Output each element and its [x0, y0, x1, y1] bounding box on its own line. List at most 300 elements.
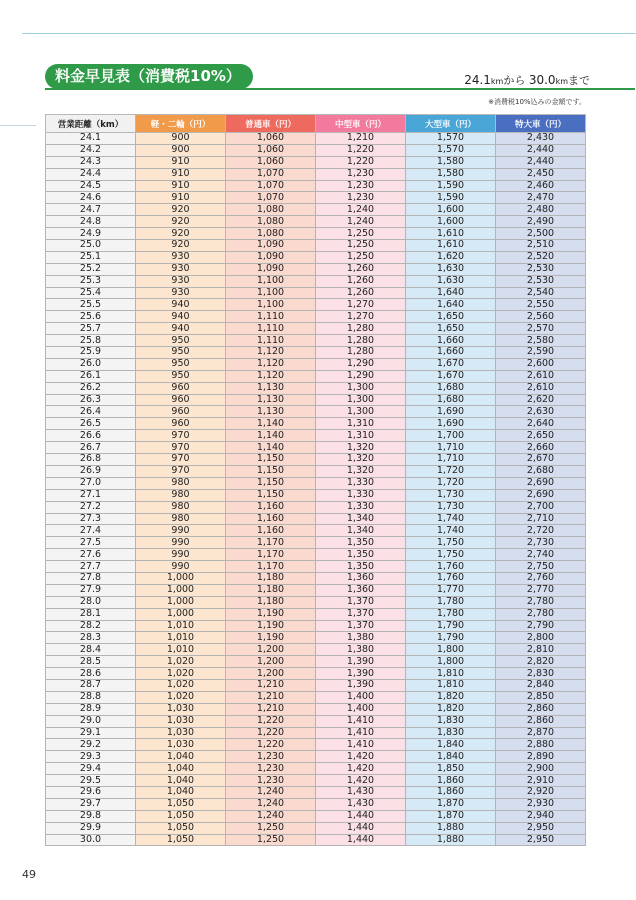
- table-row: [46, 465, 586, 477]
- table-row: [46, 228, 586, 240]
- ogatasha-cell: 1,840: [406, 751, 496, 763]
- chugatasha-cell: 1,430: [316, 786, 406, 798]
- distance-cell: 29.4: [46, 763, 136, 775]
- kei-nirin-cell: 930: [136, 263, 226, 275]
- kei-nirin-cell: 1,030: [136, 703, 226, 715]
- kei-nirin-cell: 940: [136, 311, 226, 323]
- futsusha-cell: 1,240: [226, 810, 316, 822]
- tokudaisha-cell: 2,800: [496, 632, 586, 644]
- futsusha-cell: 1,160: [226, 525, 316, 537]
- kei-nirin-cell: 950: [136, 370, 226, 382]
- futsusha-cell: 1,250: [226, 822, 316, 834]
- table-row: [46, 549, 586, 561]
- kei-nirin-cell: 970: [136, 454, 226, 466]
- kei-nirin-cell: 1,000: [136, 572, 226, 584]
- chugatasha-cell: 1,420: [316, 751, 406, 763]
- distance-cell: 28.6: [46, 668, 136, 680]
- distance-cell: 28.4: [46, 644, 136, 656]
- kei-nirin-cell: 1,000: [136, 584, 226, 596]
- tokudaisha-cell: 2,450: [496, 168, 586, 180]
- tokudaisha-cell: 2,880: [496, 739, 586, 751]
- fare-table: [45, 114, 586, 846]
- futsusha-cell: 1,190: [226, 608, 316, 620]
- table-row: [46, 192, 586, 204]
- tokudaisha-cell: 2,820: [496, 656, 586, 668]
- ogatasha-cell: 1,710: [406, 454, 496, 466]
- tokudaisha-cell: 2,730: [496, 537, 586, 549]
- ogatasha-cell: 1,570: [406, 144, 496, 156]
- kei-nirin-cell: 990: [136, 525, 226, 537]
- ogatasha-cell: 1,590: [406, 192, 496, 204]
- ogatasha-cell: 1,800: [406, 656, 496, 668]
- kei-nirin-cell: 990: [136, 549, 226, 561]
- tokudaisha-cell: 2,470: [496, 192, 586, 204]
- tokudaisha-cell: 2,700: [496, 501, 586, 513]
- chugatasha-cell: 1,440: [316, 822, 406, 834]
- futsusha-cell: 1,140: [226, 418, 316, 430]
- table-row: [46, 240, 586, 252]
- ogatasha-cell: 1,730: [406, 501, 496, 513]
- header-distance: 営業距離（km）: [46, 115, 136, 133]
- chugatasha-cell: 1,320: [316, 442, 406, 454]
- tokudaisha-cell: 2,550: [496, 299, 586, 311]
- distance-cell: 29.2: [46, 739, 136, 751]
- tokudaisha-cell: 2,780: [496, 596, 586, 608]
- table-row: [46, 763, 586, 775]
- chugatasha-cell: 1,320: [316, 465, 406, 477]
- table-row: [46, 501, 586, 513]
- chugatasha-cell: 1,390: [316, 656, 406, 668]
- distance-cell: 27.2: [46, 501, 136, 513]
- ogatasha-cell: 1,690: [406, 418, 496, 430]
- page-number: 49: [22, 868, 36, 881]
- distance-cell: 29.5: [46, 775, 136, 787]
- ogatasha-cell: 1,670: [406, 370, 496, 382]
- kei-nirin-cell: 1,020: [136, 691, 226, 703]
- fare-table-header: [46, 115, 586, 133]
- distance-cell: 28.0: [46, 596, 136, 608]
- futsusha-cell: 1,220: [226, 715, 316, 727]
- ogatasha-cell: 1,880: [406, 822, 496, 834]
- futsusha-cell: 1,140: [226, 430, 316, 442]
- table-row: [46, 751, 586, 763]
- kei-nirin-cell: 960: [136, 418, 226, 430]
- ogatasha-cell: 1,580: [406, 156, 496, 168]
- ogatasha-cell: 1,590: [406, 180, 496, 192]
- distance-cell: 29.7: [46, 798, 136, 810]
- chugatasha-cell: 1,230: [316, 168, 406, 180]
- tokudaisha-cell: 2,950: [496, 834, 586, 846]
- futsusha-cell: 1,150: [226, 454, 316, 466]
- chugatasha-cell: 1,280: [316, 323, 406, 335]
- side-margin-line: [0, 125, 36, 126]
- distance-cell: 28.1: [46, 608, 136, 620]
- kei-nirin-cell: 1,050: [136, 834, 226, 846]
- chugatasha-cell: 1,300: [316, 382, 406, 394]
- tokudaisha-cell: 2,690: [496, 489, 586, 501]
- futsusha-cell: 1,070: [226, 180, 316, 192]
- table-row: [46, 299, 586, 311]
- distance-cell: 26.6: [46, 430, 136, 442]
- table-row: [46, 216, 586, 228]
- chugatasha-cell: 1,230: [316, 192, 406, 204]
- tokudaisha-cell: 2,760: [496, 572, 586, 584]
- kei-nirin-cell: 980: [136, 513, 226, 525]
- ogatasha-cell: 1,790: [406, 632, 496, 644]
- kei-nirin-cell: 980: [136, 477, 226, 489]
- chugatasha-cell: 1,430: [316, 798, 406, 810]
- ogatasha-cell: 1,860: [406, 775, 496, 787]
- ogatasha-cell: 1,880: [406, 834, 496, 846]
- distance-cell: 28.2: [46, 620, 136, 632]
- chugatasha-cell: 1,340: [316, 513, 406, 525]
- ogatasha-cell: 1,640: [406, 299, 496, 311]
- futsusha-cell: 1,060: [226, 133, 316, 145]
- distance-cell: 25.5: [46, 299, 136, 311]
- ogatasha-cell: 1,700: [406, 430, 496, 442]
- chugatasha-cell: 1,250: [316, 240, 406, 252]
- tokudaisha-cell: 2,940: [496, 810, 586, 822]
- chugatasha-cell: 1,240: [316, 204, 406, 216]
- chugatasha-cell: 1,370: [316, 596, 406, 608]
- tokudaisha-cell: 2,500: [496, 228, 586, 240]
- distance-cell: 25.3: [46, 275, 136, 287]
- range-suffix: まで: [568, 74, 590, 87]
- kei-nirin-cell: 920: [136, 240, 226, 252]
- table-row: [46, 418, 586, 430]
- range-to-unit: km: [555, 77, 568, 86]
- futsusha-cell: 1,230: [226, 751, 316, 763]
- ogatasha-cell: 1,850: [406, 763, 496, 775]
- ogatasha-cell: 1,730: [406, 489, 496, 501]
- table-row: [46, 370, 586, 382]
- ogatasha-cell: 1,630: [406, 263, 496, 275]
- tokudaisha-cell: 2,710: [496, 513, 586, 525]
- kei-nirin-cell: 1,030: [136, 715, 226, 727]
- tokudaisha-cell: 2,810: [496, 644, 586, 656]
- distance-cell: 27.8: [46, 572, 136, 584]
- chugatasha-cell: 1,280: [316, 347, 406, 359]
- kei-nirin-cell: 930: [136, 275, 226, 287]
- tokudaisha-cell: 2,580: [496, 335, 586, 347]
- chugatasha-cell: 1,410: [316, 739, 406, 751]
- header-row: [46, 115, 586, 133]
- tokudaisha-cell: 2,480: [496, 204, 586, 216]
- futsusha-cell: 1,110: [226, 311, 316, 323]
- futsusha-cell: 1,090: [226, 263, 316, 275]
- table-row: [46, 406, 586, 418]
- chugatasha-cell: 1,260: [316, 275, 406, 287]
- kei-nirin-cell: 920: [136, 228, 226, 240]
- ogatasha-cell: 1,610: [406, 228, 496, 240]
- distance-cell: 24.8: [46, 216, 136, 228]
- table-row: [46, 739, 586, 751]
- kei-nirin-cell: 960: [136, 394, 226, 406]
- ogatasha-cell: 1,670: [406, 358, 496, 370]
- tokudaisha-cell: 2,890: [496, 751, 586, 763]
- ogatasha-cell: 1,690: [406, 406, 496, 418]
- tokudaisha-cell: 2,690: [496, 477, 586, 489]
- futsusha-cell: 1,100: [226, 299, 316, 311]
- top-divider-line: [22, 33, 636, 34]
- kei-nirin-cell: 960: [136, 382, 226, 394]
- tokudaisha-cell: 2,850: [496, 691, 586, 703]
- table-row: [46, 596, 586, 608]
- ogatasha-cell: 1,680: [406, 382, 496, 394]
- tokudaisha-cell: 2,620: [496, 394, 586, 406]
- futsusha-cell: 1,230: [226, 775, 316, 787]
- distance-cell: 28.8: [46, 691, 136, 703]
- table-row: [46, 632, 586, 644]
- table-row: [46, 834, 586, 846]
- ogatasha-cell: 1,810: [406, 668, 496, 680]
- table-row: [46, 358, 586, 370]
- ogatasha-cell: 1,580: [406, 168, 496, 180]
- kei-nirin-cell: 990: [136, 537, 226, 549]
- tokudaisha-cell: 2,490: [496, 216, 586, 228]
- ogatasha-cell: 1,780: [406, 596, 496, 608]
- chugatasha-cell: 1,270: [316, 299, 406, 311]
- table-row: [46, 537, 586, 549]
- tokudaisha-cell: 2,560: [496, 311, 586, 323]
- chugatasha-cell: 1,360: [316, 584, 406, 596]
- kei-nirin-cell: 1,040: [136, 775, 226, 787]
- ogatasha-cell: 1,760: [406, 561, 496, 573]
- table-row: [46, 442, 586, 454]
- kei-nirin-cell: 1,010: [136, 632, 226, 644]
- futsusha-cell: 1,200: [226, 656, 316, 668]
- table-row: [46, 715, 586, 727]
- distance-cell: 27.7: [46, 561, 136, 573]
- futsusha-cell: 1,210: [226, 703, 316, 715]
- header-tokudaisha: 特大車（円）: [496, 115, 586, 133]
- chugatasha-cell: 1,260: [316, 263, 406, 275]
- distance-cell: 24.5: [46, 180, 136, 192]
- table-row: [46, 561, 586, 573]
- futsusha-cell: 1,100: [226, 287, 316, 299]
- tokudaisha-cell: 2,610: [496, 382, 586, 394]
- chugatasha-cell: 1,250: [316, 251, 406, 263]
- chugatasha-cell: 1,440: [316, 834, 406, 846]
- distance-cell: 26.9: [46, 465, 136, 477]
- tokudaisha-cell: 2,860: [496, 703, 586, 715]
- futsusha-cell: 1,170: [226, 549, 316, 561]
- futsusha-cell: 1,080: [226, 204, 316, 216]
- tokudaisha-cell: 2,650: [496, 430, 586, 442]
- futsusha-cell: 1,090: [226, 240, 316, 252]
- ogatasha-cell: 1,780: [406, 608, 496, 620]
- chugatasha-cell: 1,340: [316, 525, 406, 537]
- ogatasha-cell: 1,600: [406, 204, 496, 216]
- ogatasha-cell: 1,720: [406, 465, 496, 477]
- table-row: [46, 287, 586, 299]
- kei-nirin-cell: 900: [136, 144, 226, 156]
- kei-nirin-cell: 1,050: [136, 798, 226, 810]
- tokudaisha-cell: 2,950: [496, 822, 586, 834]
- tokudaisha-cell: 2,660: [496, 442, 586, 454]
- tokudaisha-cell: 2,920: [496, 786, 586, 798]
- futsusha-cell: 1,170: [226, 537, 316, 549]
- futsusha-cell: 1,150: [226, 477, 316, 489]
- tokudaisha-cell: 2,780: [496, 608, 586, 620]
- tokudaisha-cell: 2,670: [496, 454, 586, 466]
- kei-nirin-cell: 940: [136, 323, 226, 335]
- distance-cell: 25.4: [46, 287, 136, 299]
- table-row: [46, 810, 586, 822]
- distance-cell: 29.9: [46, 822, 136, 834]
- chugatasha-cell: 1,220: [316, 156, 406, 168]
- tokudaisha-cell: 2,570: [496, 323, 586, 335]
- kei-nirin-cell: 940: [136, 299, 226, 311]
- kei-nirin-cell: 1,050: [136, 810, 226, 822]
- tokudaisha-cell: 2,530: [496, 275, 586, 287]
- kei-nirin-cell: 950: [136, 335, 226, 347]
- chugatasha-cell: 1,310: [316, 418, 406, 430]
- chugatasha-cell: 1,320: [316, 454, 406, 466]
- distance-cell: 26.7: [46, 442, 136, 454]
- chugatasha-cell: 1,440: [316, 810, 406, 822]
- table-row: [46, 691, 586, 703]
- distance-cell: 29.6: [46, 786, 136, 798]
- chugatasha-cell: 1,330: [316, 501, 406, 513]
- chugatasha-cell: 1,290: [316, 358, 406, 370]
- distance-cell: 27.3: [46, 513, 136, 525]
- distance-range: [464, 72, 590, 88]
- futsusha-cell: 1,180: [226, 596, 316, 608]
- distance-cell: 25.8: [46, 335, 136, 347]
- futsusha-cell: 1,060: [226, 156, 316, 168]
- tokudaisha-cell: 2,440: [496, 144, 586, 156]
- kei-nirin-cell: 1,010: [136, 620, 226, 632]
- table-row: [46, 608, 586, 620]
- kei-nirin-cell: 1,040: [136, 751, 226, 763]
- kei-nirin-cell: 970: [136, 465, 226, 477]
- futsusha-cell: 1,160: [226, 513, 316, 525]
- table-row: [46, 311, 586, 323]
- tokudaisha-cell: 2,590: [496, 347, 586, 359]
- tokudaisha-cell: 2,740: [496, 549, 586, 561]
- table-row: [46, 644, 586, 656]
- tokudaisha-cell: 2,930: [496, 798, 586, 810]
- tokudaisha-cell: 2,640: [496, 418, 586, 430]
- table-row: [46, 656, 586, 668]
- ogatasha-cell: 1,820: [406, 703, 496, 715]
- page-title: 料金早見表（消費税10%）: [45, 64, 253, 89]
- ogatasha-cell: 1,630: [406, 275, 496, 287]
- header-ogatasha: 大型車（円）: [406, 115, 496, 133]
- futsusha-cell: 1,090: [226, 251, 316, 263]
- futsusha-cell: 1,240: [226, 786, 316, 798]
- distance-cell: 29.3: [46, 751, 136, 763]
- kei-nirin-cell: 1,020: [136, 668, 226, 680]
- header-kei-nirin: 軽・二輪（円）: [136, 115, 226, 133]
- fare-table-body: [46, 133, 586, 846]
- tokudaisha-cell: 2,790: [496, 620, 586, 632]
- chugatasha-cell: 1,220: [316, 144, 406, 156]
- kei-nirin-cell: 920: [136, 216, 226, 228]
- table-row: [46, 454, 586, 466]
- table-row: [46, 347, 586, 359]
- chugatasha-cell: 1,410: [316, 715, 406, 727]
- table-row: [46, 477, 586, 489]
- distance-cell: 24.7: [46, 204, 136, 216]
- chugatasha-cell: 1,250: [316, 228, 406, 240]
- distance-cell: 27.1: [46, 489, 136, 501]
- kei-nirin-cell: 1,020: [136, 679, 226, 691]
- tokudaisha-cell: 2,530: [496, 263, 586, 275]
- distance-cell: 25.6: [46, 311, 136, 323]
- table-row: [46, 727, 586, 739]
- kei-nirin-cell: 980: [136, 501, 226, 513]
- tokudaisha-cell: 2,840: [496, 679, 586, 691]
- kei-nirin-cell: 1,030: [136, 727, 226, 739]
- chugatasha-cell: 1,360: [316, 572, 406, 584]
- kei-nirin-cell: 950: [136, 358, 226, 370]
- table-row: [46, 584, 586, 596]
- kei-nirin-cell: 990: [136, 561, 226, 573]
- distance-cell: 26.3: [46, 394, 136, 406]
- tokudaisha-cell: 2,430: [496, 133, 586, 145]
- chugatasha-cell: 1,300: [316, 406, 406, 418]
- kei-nirin-cell: 970: [136, 430, 226, 442]
- distance-cell: 25.9: [46, 347, 136, 359]
- table-row: [46, 251, 586, 263]
- kei-nirin-cell: 1,040: [136, 786, 226, 798]
- ogatasha-cell: 1,840: [406, 739, 496, 751]
- range-mid: から: [503, 74, 526, 87]
- chugatasha-cell: 1,390: [316, 679, 406, 691]
- ogatasha-cell: 1,620: [406, 251, 496, 263]
- title-underline: [45, 88, 635, 90]
- ogatasha-cell: 1,710: [406, 442, 496, 454]
- table-row: [46, 335, 586, 347]
- table-row: [46, 668, 586, 680]
- futsusha-cell: 1,220: [226, 739, 316, 751]
- tokudaisha-cell: 2,520: [496, 251, 586, 263]
- distance-cell: 26.0: [46, 358, 136, 370]
- table-row: [46, 394, 586, 406]
- tokudaisha-cell: 2,720: [496, 525, 586, 537]
- tokudaisha-cell: 2,540: [496, 287, 586, 299]
- futsusha-cell: 1,100: [226, 275, 316, 287]
- range-to: 30.0: [528, 73, 556, 87]
- table-row: [46, 144, 586, 156]
- range-from: 24.1: [464, 73, 491, 87]
- futsusha-cell: 1,080: [226, 228, 316, 240]
- ogatasha-cell: 1,800: [406, 644, 496, 656]
- table-row: [46, 168, 586, 180]
- futsusha-cell: 1,070: [226, 192, 316, 204]
- chugatasha-cell: 1,290: [316, 370, 406, 382]
- distance-cell: 28.3: [46, 632, 136, 644]
- tokudaisha-cell: 2,630: [496, 406, 586, 418]
- futsusha-cell: 1,150: [226, 489, 316, 501]
- distance-cell: 28.9: [46, 703, 136, 715]
- tokudaisha-cell: 2,860: [496, 715, 586, 727]
- table-row: [46, 430, 586, 442]
- distance-cell: 29.0: [46, 715, 136, 727]
- futsusha-cell: 1,180: [226, 584, 316, 596]
- futsusha-cell: 1,120: [226, 347, 316, 359]
- futsusha-cell: 1,200: [226, 644, 316, 656]
- kei-nirin-cell: 900: [136, 133, 226, 145]
- ogatasha-cell: 1,740: [406, 525, 496, 537]
- tokudaisha-cell: 2,900: [496, 763, 586, 775]
- ogatasha-cell: 1,600: [406, 216, 496, 228]
- distance-cell: 26.5: [46, 418, 136, 430]
- tokudaisha-cell: 2,510: [496, 240, 586, 252]
- futsusha-cell: 1,240: [226, 798, 316, 810]
